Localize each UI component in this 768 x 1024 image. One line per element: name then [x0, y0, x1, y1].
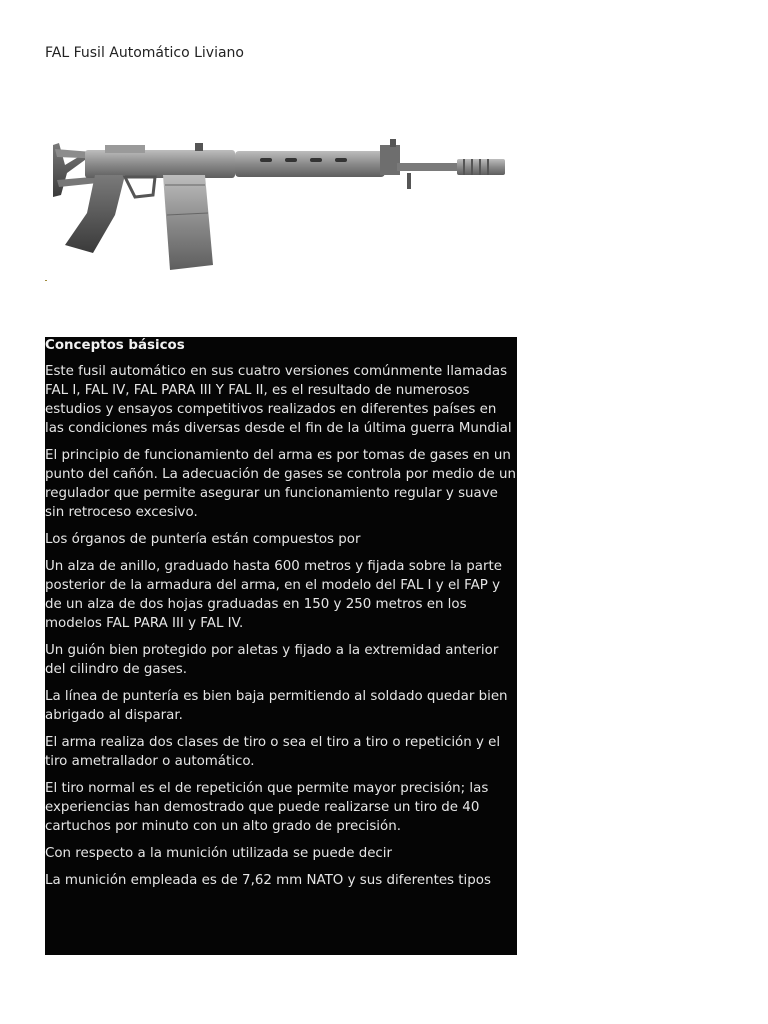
paragraph: Un guión bien protegido por aletas y fijado a la extremidad anterior del cilindro de gases. [45, 643, 499, 677]
paragraph: Este fusil automático en sus cuatro versiones comúnmente llamadas FAL I, FAL IV, FAL PARA III Y FAL II, es el resultado de numerosos estudios y ensayos competitivos realizados en diferentes países en las condiciones más diversas desde el fin de la última guerra Mundial [45, 364, 512, 436]
stray-mark [45, 280, 47, 281]
paragraph: Con respecto a la munición utilizada se puede decir [45, 846, 393, 861]
rifle-image [45, 125, 515, 275]
paragraph: El principio de funcionamiento del arma es por tomas de gases en un punto del cañón. La adecuación de gases se controla por medio de un regulador que permite asegurar un funcionamiento regular y suave sin retroceso excesivo. [45, 448, 516, 520]
section-heading: Conceptos básicos [45, 338, 185, 353]
page-title: FAL Fusil Automático Liviano [45, 45, 244, 61]
paragraph: El arma realiza dos clases de tiro o sea el tiro a tiro o repetición y el tiro ametrallador o automático. [45, 735, 501, 769]
paragraph: Los órganos de puntería están compuestos por [45, 532, 361, 547]
paragraph: La línea de puntería es bien baja permitiendo al soldado quedar bien abrigado al disparar. [45, 689, 508, 723]
paragraph: La munición empleada es de 7,62 mm NATO y sus diferentes tipos [45, 873, 491, 888]
content-block [45, 337, 517, 955]
paragraph: El tiro normal es el de repetición que permite mayor precisión; las experiencias han demostrado que puede realizarse un tiro de 40 cartuchos por minuto con un alto grado de precisión. [45, 781, 489, 834]
paragraph: Un alza de anillo, graduado hasta 600 metros y fijada sobre la parte posterior de la armadura del arma, en el modelo del FAL I y el FAP y de un alza de dos hojas graduadas en 150 y 250 metros en los modelos FAL PARA III y FAL IV. [45, 559, 502, 631]
